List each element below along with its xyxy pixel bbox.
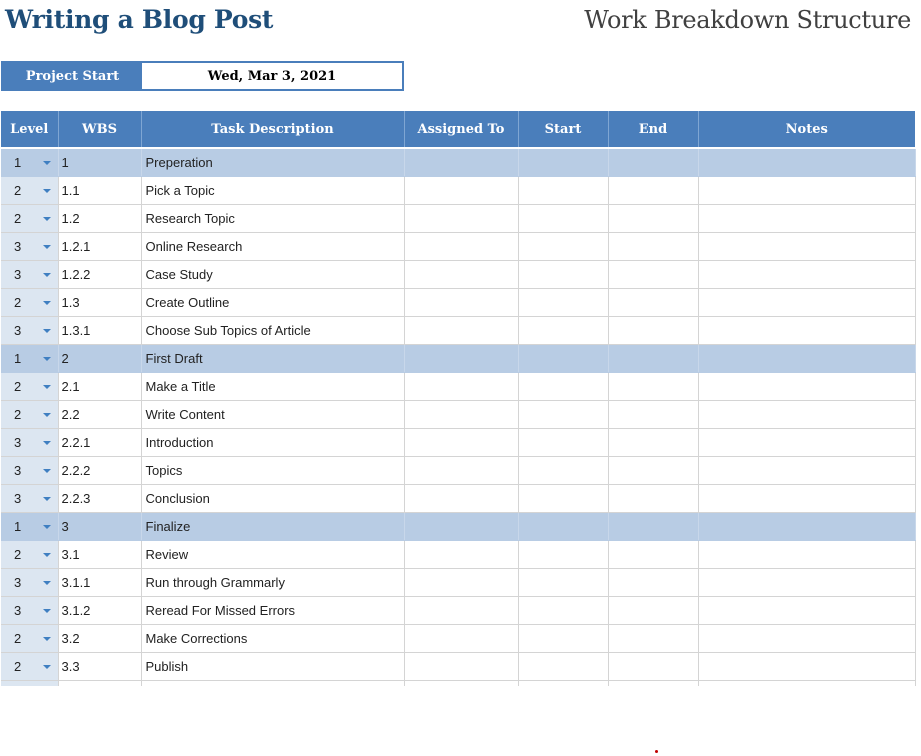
column-header-end: End [608, 111, 698, 147]
level-cell[interactable] [1, 653, 58, 681]
task-cell-text: First Draft [145, 351, 203, 366]
wbs-cell[interactable] [58, 373, 141, 401]
end-cell[interactable] [608, 625, 698, 653]
task-cell[interactable] [141, 261, 404, 289]
table-row[interactable] [1, 625, 915, 653]
assigned-cell[interactable] [404, 149, 518, 177]
wbs-cell[interactable] [58, 429, 141, 457]
start-cell[interactable] [518, 401, 608, 429]
start-cell[interactable] [518, 541, 608, 569]
caret-down-icon[interactable] [43, 385, 51, 389]
table-row[interactable] [1, 177, 915, 205]
level-cell-text: 2 [14, 183, 22, 198]
level-cell-text: 1 [14, 519, 22, 534]
wbs-cell-text: 1.1 [61, 183, 80, 198]
level-cell[interactable] [1, 429, 58, 457]
table-row[interactable] [1, 401, 915, 429]
level-cell[interactable] [1, 233, 58, 261]
wbs-cell[interactable] [58, 401, 141, 429]
level-cell[interactable] [1, 261, 58, 289]
start-cell[interactable] [518, 261, 608, 289]
caret-down-icon[interactable] [43, 525, 51, 529]
task-cell-text: Finalize [145, 519, 191, 534]
wbs-cell[interactable] [58, 261, 141, 289]
caret-down-icon[interactable] [43, 637, 51, 641]
assigned-cell[interactable] [404, 625, 518, 653]
level-cell-text: 3 [14, 463, 22, 478]
start-cell[interactable] [518, 149, 608, 177]
table-row[interactable] [1, 569, 915, 597]
level-cell-text: 2 [14, 631, 22, 646]
task-cell[interactable] [141, 625, 404, 653]
task-cell-text: Conclusion [145, 491, 210, 506]
level-cell[interactable] [1, 457, 58, 485]
table-row[interactable] [1, 541, 915, 569]
wbs-cell-text: 1.2.2 [61, 267, 91, 282]
caret-down-icon[interactable] [43, 609, 51, 613]
caret-down-icon[interactable] [43, 441, 51, 445]
table-row[interactable] [1, 317, 915, 345]
task-cell-text: Write Content [145, 407, 225, 422]
task-cell-text: Topics [145, 463, 183, 478]
wbs-cell[interactable] [58, 513, 141, 541]
notes-cell[interactable] [698, 653, 915, 681]
end-cell[interactable] [608, 205, 698, 233]
level-cell-text: 3 [14, 575, 22, 590]
table-body [1, 147, 915, 686]
notes-cell[interactable] [698, 401, 915, 429]
table-row[interactable] [1, 513, 915, 541]
task-cell-text: Preperation [145, 155, 213, 170]
level-cell-text: 3 [14, 323, 22, 338]
start-cell[interactable] [518, 625, 608, 653]
task-cell[interactable] [141, 345, 404, 373]
notes-cell[interactable] [698, 149, 915, 177]
task-cell[interactable] [141, 317, 404, 345]
level-cell[interactable] [1, 177, 58, 205]
level-cell[interactable] [1, 485, 58, 513]
task-cell[interactable] [141, 373, 404, 401]
caret-down-icon[interactable] [43, 357, 51, 361]
task-cell-text: Make a Title [145, 379, 216, 394]
empty-cell [608, 681, 698, 687]
wbs-table [1, 111, 916, 686]
task-cell[interactable] [141, 205, 404, 233]
empty-cell [1, 681, 58, 687]
end-cell[interactable] [608, 373, 698, 401]
task-cell[interactable] [141, 177, 404, 205]
task-cell-text: Introduction [145, 435, 214, 450]
wbs-cell-text: 3.3 [61, 659, 80, 674]
wbs-cell-text: 2.2.2 [61, 463, 91, 478]
wbs-cell-text: 1 [61, 155, 69, 170]
wbs-cell-text: 1.2.1 [61, 239, 91, 254]
empty-cell [404, 681, 518, 687]
notes-cell[interactable] [698, 513, 915, 541]
assigned-cell[interactable] [404, 541, 518, 569]
level-cell-text: 2 [14, 547, 22, 562]
notes-cell[interactable] [698, 373, 915, 401]
start-cell[interactable] [518, 345, 608, 373]
caret-down-icon[interactable] [43, 469, 51, 473]
table-row[interactable] [1, 597, 915, 625]
wbs-cell[interactable] [58, 597, 141, 625]
notes-cell[interactable] [698, 261, 915, 289]
level-cell[interactable] [1, 373, 58, 401]
table-row[interactable] [1, 457, 915, 485]
caret-down-icon[interactable] [43, 329, 51, 333]
task-cell-text: Publish [145, 659, 189, 674]
caret-down-icon[interactable] [43, 245, 51, 249]
wbs-cell-text: 3.1 [61, 547, 80, 562]
level-cell-text: 2 [14, 407, 22, 422]
task-cell[interactable] [141, 569, 404, 597]
project-start-input[interactable]: Wed, Mar 3, 2021 [142, 63, 402, 89]
empty-cell [58, 681, 141, 687]
assigned-cell[interactable] [404, 289, 518, 317]
assigned-cell[interactable] [404, 485, 518, 513]
end-cell[interactable] [608, 569, 698, 597]
empty-cell [518, 681, 608, 687]
level-cell[interactable] [1, 317, 58, 345]
assigned-cell[interactable] [404, 261, 518, 289]
wbs-cell-text: 3 [61, 519, 69, 534]
wbs-cell-text: 2 [61, 351, 69, 366]
table-row[interactable] [1, 233, 915, 261]
wbs-cell[interactable] [58, 541, 141, 569]
project-start-label: Project Start [3, 63, 142, 89]
start-cell[interactable] [518, 205, 608, 233]
wbs-cell-text: 2.1 [61, 379, 80, 394]
level-cell-text: 2 [14, 659, 22, 674]
wbs-cell-text: 1.2 [61, 211, 80, 226]
level-cell-text: 2 [14, 211, 22, 226]
wbs-cell-text: 1.3 [61, 295, 80, 310]
level-cell[interactable] [1, 569, 58, 597]
wbs-cell[interactable] [58, 457, 141, 485]
notes-cell[interactable] [698, 205, 915, 233]
task-cell-text: Make Corrections [145, 631, 248, 646]
column-header-wbs: WBS [58, 111, 141, 147]
notes-cell[interactable] [698, 485, 915, 513]
assigned-cell[interactable] [404, 345, 518, 373]
end-cell[interactable] [608, 401, 698, 429]
task-cell-text: Case Study [145, 267, 213, 282]
wbs-cell[interactable] [58, 177, 141, 205]
level-cell-text: 2 [14, 295, 22, 310]
task-cell-text: Review [145, 547, 189, 562]
assigned-cell[interactable] [404, 457, 518, 485]
end-cell[interactable] [608, 261, 698, 289]
notes-cell[interactable] [698, 429, 915, 457]
caret-down-icon[interactable] [43, 581, 51, 585]
task-cell[interactable] [141, 541, 404, 569]
end-cell[interactable] [608, 345, 698, 373]
end-cell[interactable] [608, 485, 698, 513]
assigned-cell[interactable] [404, 373, 518, 401]
task-cell[interactable] [141, 457, 404, 485]
table-header-row [1, 111, 915, 147]
level-cell-text: 2 [14, 379, 22, 394]
table-row[interactable] [1, 373, 915, 401]
assigned-cell[interactable] [404, 597, 518, 625]
wbs-cell[interactable] [58, 653, 141, 681]
wbs-cell-text: 2.2.3 [61, 491, 91, 506]
assigned-cell[interactable] [404, 513, 518, 541]
level-cell[interactable] [1, 289, 58, 317]
wbs-cell[interactable] [58, 289, 141, 317]
caret-down-icon[interactable] [43, 665, 51, 669]
end-cell[interactable] [608, 513, 698, 541]
table-row[interactable] [1, 345, 915, 373]
wbs-cell-text: 2.2.1 [61, 435, 91, 450]
start-cell[interactable] [518, 485, 608, 513]
level-cell[interactable] [1, 401, 58, 429]
task-cell[interactable] [141, 233, 404, 261]
project-start-box [1, 61, 404, 91]
notes-cell[interactable] [698, 569, 915, 597]
page-subtitle: Work Breakdown Structure [584, 6, 911, 34]
task-cell[interactable] [141, 597, 404, 625]
table-row[interactable] [1, 205, 915, 233]
red-dot-mark [655, 750, 658, 753]
caret-down-icon[interactable] [43, 553, 51, 557]
column-header-start: Start [518, 111, 608, 147]
wbs-cell-text: 3.2 [61, 631, 80, 646]
notes-cell[interactable] [698, 457, 915, 485]
caret-down-icon[interactable] [43, 413, 51, 417]
task-cell-text: Pick a Topic [145, 183, 215, 198]
level-cell[interactable] [1, 149, 58, 177]
task-cell[interactable] [141, 149, 404, 177]
start-cell[interactable] [518, 513, 608, 541]
task-cell[interactable] [141, 513, 404, 541]
end-cell[interactable] [608, 457, 698, 485]
assigned-cell[interactable] [404, 429, 518, 457]
start-cell[interactable] [518, 177, 608, 205]
task-cell-text: Run through Grammarly [145, 575, 285, 590]
notes-cell[interactable] [698, 597, 915, 625]
empty-cell [141, 681, 404, 687]
end-cell[interactable] [608, 233, 698, 261]
caret-down-icon[interactable] [43, 301, 51, 305]
notes-cell[interactable] [698, 317, 915, 345]
start-cell[interactable] [518, 317, 608, 345]
wbs-cell-text: 2.2 [61, 407, 80, 422]
start-cell[interactable] [518, 233, 608, 261]
notes-cell[interactable] [698, 625, 915, 653]
end-cell[interactable] [608, 149, 698, 177]
task-cell-text: Choose Sub Topics of Article [145, 323, 311, 338]
level-cell[interactable] [1, 513, 58, 541]
caret-down-icon[interactable] [43, 217, 51, 221]
end-cell[interactable] [608, 317, 698, 345]
task-cell-text: Research Topic [145, 211, 235, 226]
task-cell[interactable] [141, 289, 404, 317]
level-cell-text: 3 [14, 267, 22, 282]
wbs-cell-text: 1.3.1 [61, 323, 91, 338]
notes-cell[interactable] [698, 233, 915, 261]
level-cell[interactable] [1, 597, 58, 625]
level-cell[interactable] [1, 541, 58, 569]
table-row-partial [1, 681, 915, 687]
level-cell[interactable] [1, 625, 58, 653]
level-cell-text: 3 [14, 435, 22, 450]
task-cell[interactable] [141, 401, 404, 429]
wbs-cell[interactable] [58, 625, 141, 653]
level-cell-text: 3 [14, 603, 22, 618]
end-cell[interactable] [608, 597, 698, 625]
end-cell[interactable] [608, 177, 698, 205]
table-row[interactable] [1, 261, 915, 289]
table-row[interactable] [1, 653, 915, 681]
page-title: Writing a Blog Post [5, 5, 274, 34]
table-row[interactable] [1, 289, 915, 317]
wbs-cell[interactable] [58, 205, 141, 233]
column-header-task: Task Description [141, 111, 404, 147]
task-cell[interactable] [141, 429, 404, 457]
task-cell[interactable] [141, 485, 404, 513]
start-cell[interactable] [518, 569, 608, 597]
column-header-level: Level [1, 111, 58, 147]
end-cell[interactable] [608, 429, 698, 457]
start-cell[interactable] [518, 597, 608, 625]
level-cell-text: 1 [14, 351, 22, 366]
start-cell[interactable] [518, 429, 608, 457]
task-cell-text: Create Outline [145, 295, 230, 310]
column-header-assigned: Assigned To [404, 111, 518, 147]
assigned-cell[interactable] [404, 569, 518, 597]
assigned-cell[interactable] [404, 177, 518, 205]
caret-down-icon[interactable] [43, 497, 51, 501]
notes-cell[interactable] [698, 345, 915, 373]
wbs-cell[interactable] [58, 233, 141, 261]
start-cell[interactable] [518, 653, 608, 681]
level-cell[interactable] [1, 345, 58, 373]
assigned-cell[interactable] [404, 317, 518, 345]
wbs-cell[interactable] [58, 485, 141, 513]
end-cell[interactable] [608, 541, 698, 569]
wbs-cell-text: 3.1.2 [61, 603, 91, 618]
table-row[interactable] [1, 149, 915, 177]
wbs-cell[interactable] [58, 149, 141, 177]
assigned-cell[interactable] [404, 653, 518, 681]
assigned-cell[interactable] [404, 205, 518, 233]
end-cell[interactable] [608, 289, 698, 317]
start-cell[interactable] [518, 289, 608, 317]
notes-cell[interactable] [698, 177, 915, 205]
notes-cell[interactable] [698, 289, 915, 317]
notes-cell[interactable] [698, 541, 915, 569]
level-cell-text: 1 [14, 155, 22, 170]
task-cell-text: Reread For Missed Errors [145, 603, 296, 618]
caret-down-icon[interactable] [43, 189, 51, 193]
assigned-cell[interactable] [404, 401, 518, 429]
assigned-cell[interactable] [404, 233, 518, 261]
caret-down-icon[interactable] [43, 161, 51, 165]
end-cell[interactable] [608, 653, 698, 681]
start-cell[interactable] [518, 457, 608, 485]
caret-down-icon[interactable] [43, 273, 51, 277]
start-cell[interactable] [518, 373, 608, 401]
level-cell-text: 3 [14, 239, 22, 254]
column-header-notes: Notes [698, 111, 915, 147]
level-cell-text: 3 [14, 491, 22, 506]
task-cell-text: Online Research [145, 239, 243, 254]
wbs-cell[interactable] [58, 345, 141, 373]
task-cell[interactable] [141, 653, 404, 681]
empty-cell [698, 681, 915, 687]
table-row[interactable] [1, 485, 915, 513]
level-cell[interactable] [1, 205, 58, 233]
wbs-cell[interactable] [58, 569, 141, 597]
wbs-cell-text: 3.1.1 [61, 575, 91, 590]
wbs-cell[interactable] [58, 317, 141, 345]
table-row[interactable] [1, 429, 915, 457]
